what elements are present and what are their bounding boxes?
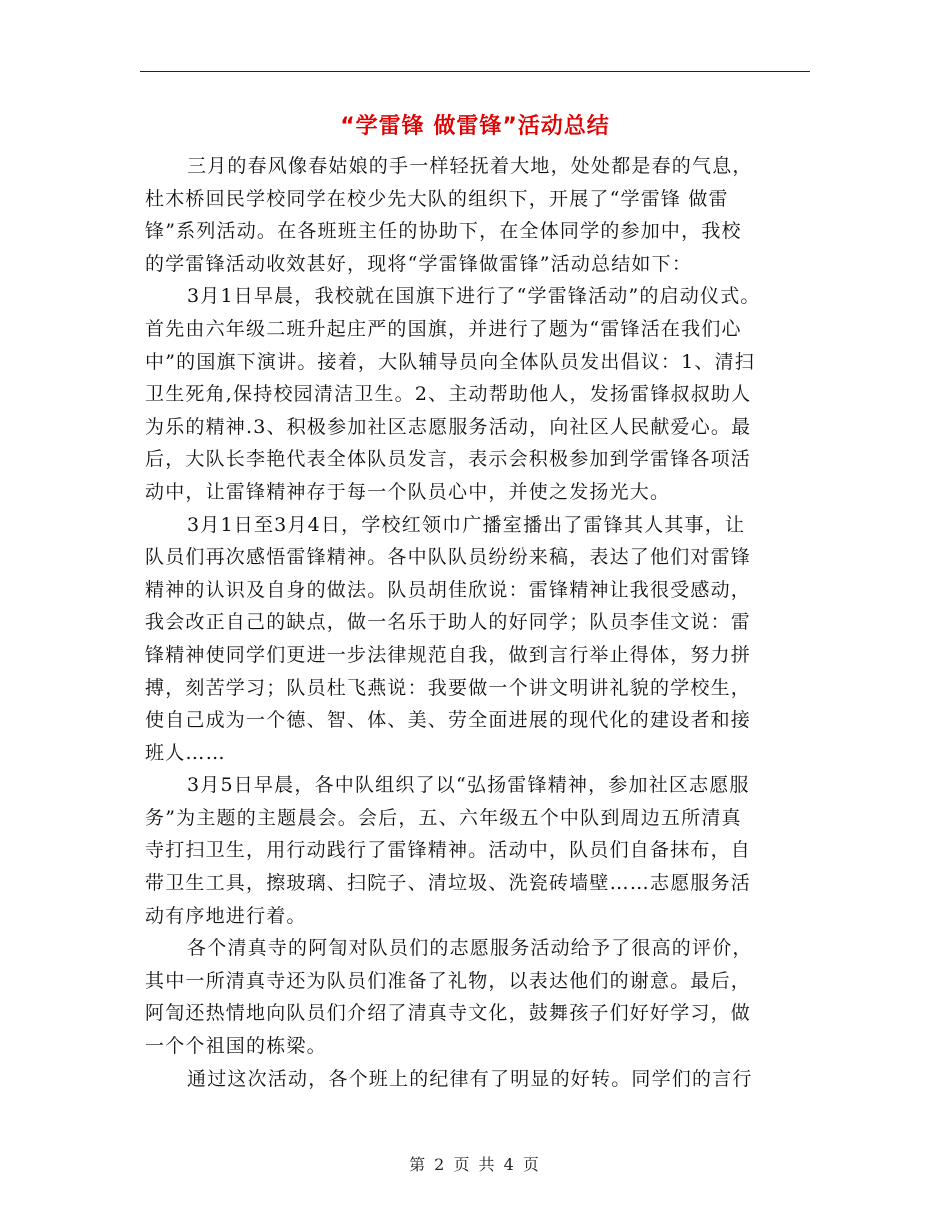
body-line: 其中一所清真寺还为队员们准备了礼物，以表达他们的谢意。最后， bbox=[145, 969, 752, 992]
body-line: 各个清真寺的阿訇对队员们的志愿服务活动给予了很高的评价， bbox=[187, 937, 753, 960]
body-line: 带卫生工具，擦玻璃、扫院子、清垃圾、洗瓷砖墙壁……志愿服务活 bbox=[145, 872, 752, 895]
body-line: 3月1日至3月4日，学校红领巾广播室播出了雷锋其人其事，让 bbox=[187, 513, 746, 536]
body-line: 搏，刻苦学习；队员杜飞燕说：我要做一个讲文明讲礼貌的学校生， bbox=[145, 676, 752, 699]
header-rule bbox=[140, 71, 810, 72]
body-line: 3月1日早晨，我校就在国旗下进行了“学雷锋活动”的启动仪式。 bbox=[187, 285, 761, 308]
body-line: 三月的春风像春姑娘的手一样轻抚着大地，处处都是春的气息， bbox=[187, 155, 753, 177]
body-line: 动中，让雷锋精神存于每一个队员心中，并使之发扬光大。 bbox=[145, 480, 671, 503]
body-line: 我会改正自己的缺点，做一名乐于助人的好同学；队员李佳文说：雷 bbox=[145, 611, 752, 634]
body-line: 杜木桥回民学校同学在校少先大队的组织下，开展了“学雷锋 做雷 bbox=[145, 187, 729, 210]
body-line: 为乐的精神.3、积极参加社区志愿服务活动，向社区人民献爱心。最 bbox=[145, 415, 752, 438]
page-footer: 第 2 页 共 4 页 bbox=[409, 1155, 541, 1174]
body-line: 3月5日早晨，各中队组织了以“弘扬雷锋精神，参加社区志愿服 bbox=[187, 774, 750, 797]
document-title: “学雷锋 做雷锋”活动总结 bbox=[340, 114, 610, 139]
body-line: 务”为主题的主题晨会。会后，五、六年级五个中队到周边五所清真 bbox=[145, 806, 742, 829]
body-line: 班人…… bbox=[145, 741, 226, 764]
body-line: 一个个祖国的栋梁。 bbox=[145, 1035, 327, 1058]
body-line: 通过这次活动，各个班上的纪律有了明显的好转。同学们的言行 bbox=[187, 1067, 753, 1090]
body-line: 首先由六年级二班升起庄严的国旗，并进行了题为“雷锋活在我们心 bbox=[145, 317, 742, 340]
body-line: 后，大队长李艳代表全体队员发言，表示会积极参加到学雷锋各项活 bbox=[145, 448, 752, 471]
body-line: 动有序地进行着。 bbox=[145, 904, 307, 927]
body-line: 的学雷锋活动收效甚好，现将“学雷锋做雷锋”活动总结如下： bbox=[145, 252, 693, 275]
body-line: 锋精神使同学们更进一步法律规范自我，做到言行举止得体，努力拼 bbox=[145, 643, 752, 666]
body-line: 卫生死角,保持校园清洁卫生。2、主动帮助他人，发扬雷锋叔叔助人 bbox=[145, 383, 752, 406]
body-line: 阿訇还热情地向队员们介绍了清真寺文化，鼓舞孩子们好好学习，做 bbox=[145, 1002, 752, 1025]
body-line: 寺打扫卫生，用行动践行了雷锋精神。活动中，队员们自备抹布，自 bbox=[145, 839, 752, 862]
body-line: 中”的国旗下演讲。接着，大队辅导员向全体队员发出倡议：1、清扫 bbox=[145, 350, 756, 373]
document-body bbox=[145, 150, 825, 1095]
body-line: 锋”系列活动。在各班班主任的协助下，在全体同学的参加中，我校 bbox=[145, 220, 742, 243]
body-line: 使自己成为一个德、智、体、美、劳全面进展的现代化的建设者和接 bbox=[145, 709, 752, 732]
body-line: 精神的认识及自身的做法。队员胡佳欣说：雷锋精神让我很受感动， bbox=[145, 578, 752, 601]
body-line: 队员们再次感悟雷锋精神。各中队队员纷纷来稿，表达了他们对雷锋 bbox=[145, 546, 752, 569]
